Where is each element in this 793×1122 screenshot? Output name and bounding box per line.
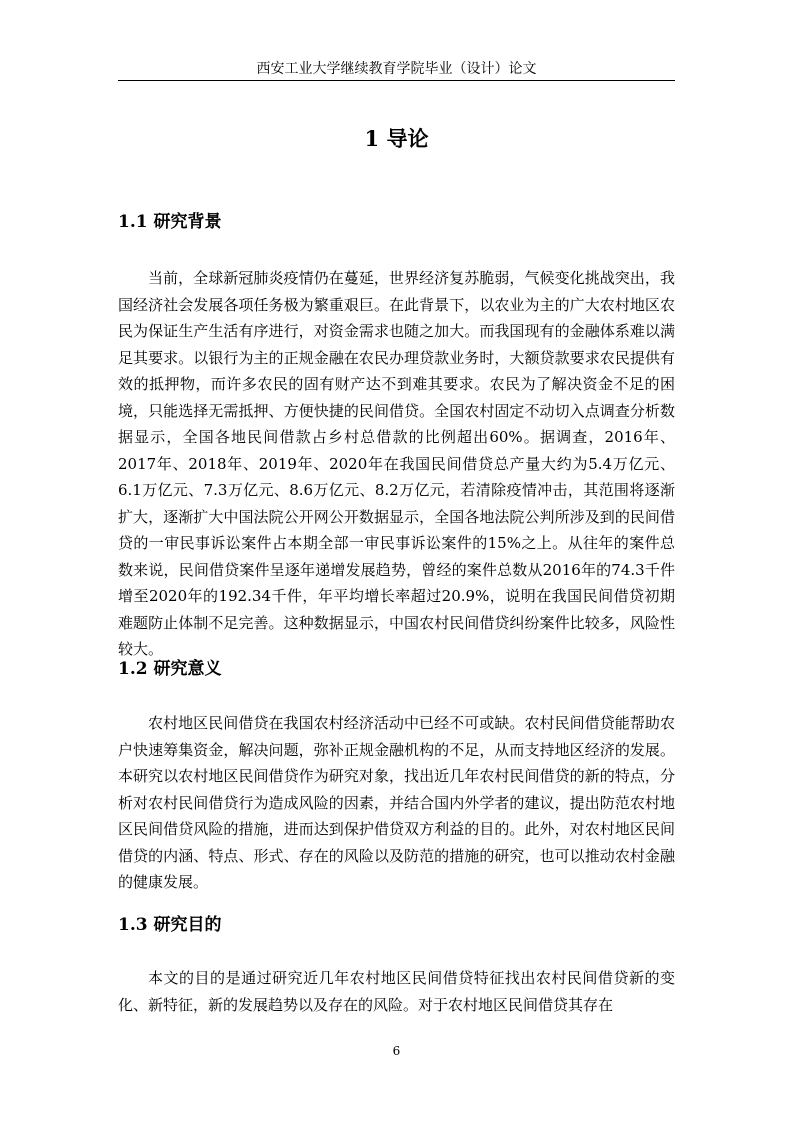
running-header: 西安工业大学继续教育学院毕业（设计）论文	[256, 61, 537, 77]
page-number: 6	[392, 1044, 401, 1058]
paragraph-research-purpose: 本文的目的是通过研究近几年农村地区民间借贷特征找出农村民间借贷新的变化、新特征，新的发展趋势以及存在的风险。对于农村地区民间借贷其存在	[118, 969, 675, 1014]
header-rule	[118, 80, 675, 81]
paragraph-research-significance: 农村地区民间借贷在我国农村经济活动中已经不可或缺。农村民间借贷能帮助农户快速筹集资金，解决问题，弥补正规金融机构的不足，从而支持地区经济的发展。本研究以农村地区民间借贷作为研究对象，找出近几年农村民间借贷的新的特点，分析对农村民间借贷行为造成风险的因素，并结合国内外学者的建议，提出防范农村地区民间借贷风险的措施，进而达到保护借贷双方利益的目的。此外，对农村地区民间借贷的内涵、特点、形式、存在的风险以及防范的措施的研究，也可以推动农村金融的健康发展。	[118, 714, 675, 891]
section-heading-1-2: 1.2 研究意义	[118, 659, 222, 679]
section-heading-1-3: 1.3 研究目的	[118, 915, 222, 935]
chapter-title: 1 导论	[364, 126, 429, 151]
section-heading-1-1: 1.1 研究背景	[118, 212, 222, 232]
paragraph-research-background: 当前，全球新冠肺炎疫情仍在蔓延，世界经济复苏脆弱，气候变化挑战突出，我国经济社会发展各项任务极为繁重艰巨。在此背景下，以农业为主的广大农村地区农民为保证生产生活有序进行，对资金需求也随之加大。而我国现有的金融体系难以满足其要求。以银行为主的正规金融在农民办理贷款业务时，大额贷款要求农民提供有效的抵押物，而许多农民的固有财产达不到难其要求。农民为了解决资金不足的困境，只能选择无需抵押、方便快捷的民间借贷。全国农村固定不动切入点调查分析数据显示，全国各地民间借款占乡村总借款的比例超出60%。据调查，2016年、2017年、2018年、2019年、2020年在我国民间借贷总产量大约为5.4万亿元、6.1万亿元、7.3万亿元、8.6万亿元、8.2万亿元，若清除疫情冲击，其范围将逐渐扩大，逐渐扩大中国法院公开网公开数据显示，全国各地法院公判所涉及到的民间借贷的一审民事诉讼案件占本期全部一审民事诉讼案件的15%之上。从往年的案件总数来说，民间借贷案件呈逐年递增发展趋势，曾经的案件总数从2016年的74.3千件增至2020年的192.34千件，年平均增长率超过20.9%，说明在我国民间借贷初期难题防止体制不足完善。这种数据显示，中国农村民间借贷纠纷案件比较多，风险性较大。	[118, 269, 675, 658]
